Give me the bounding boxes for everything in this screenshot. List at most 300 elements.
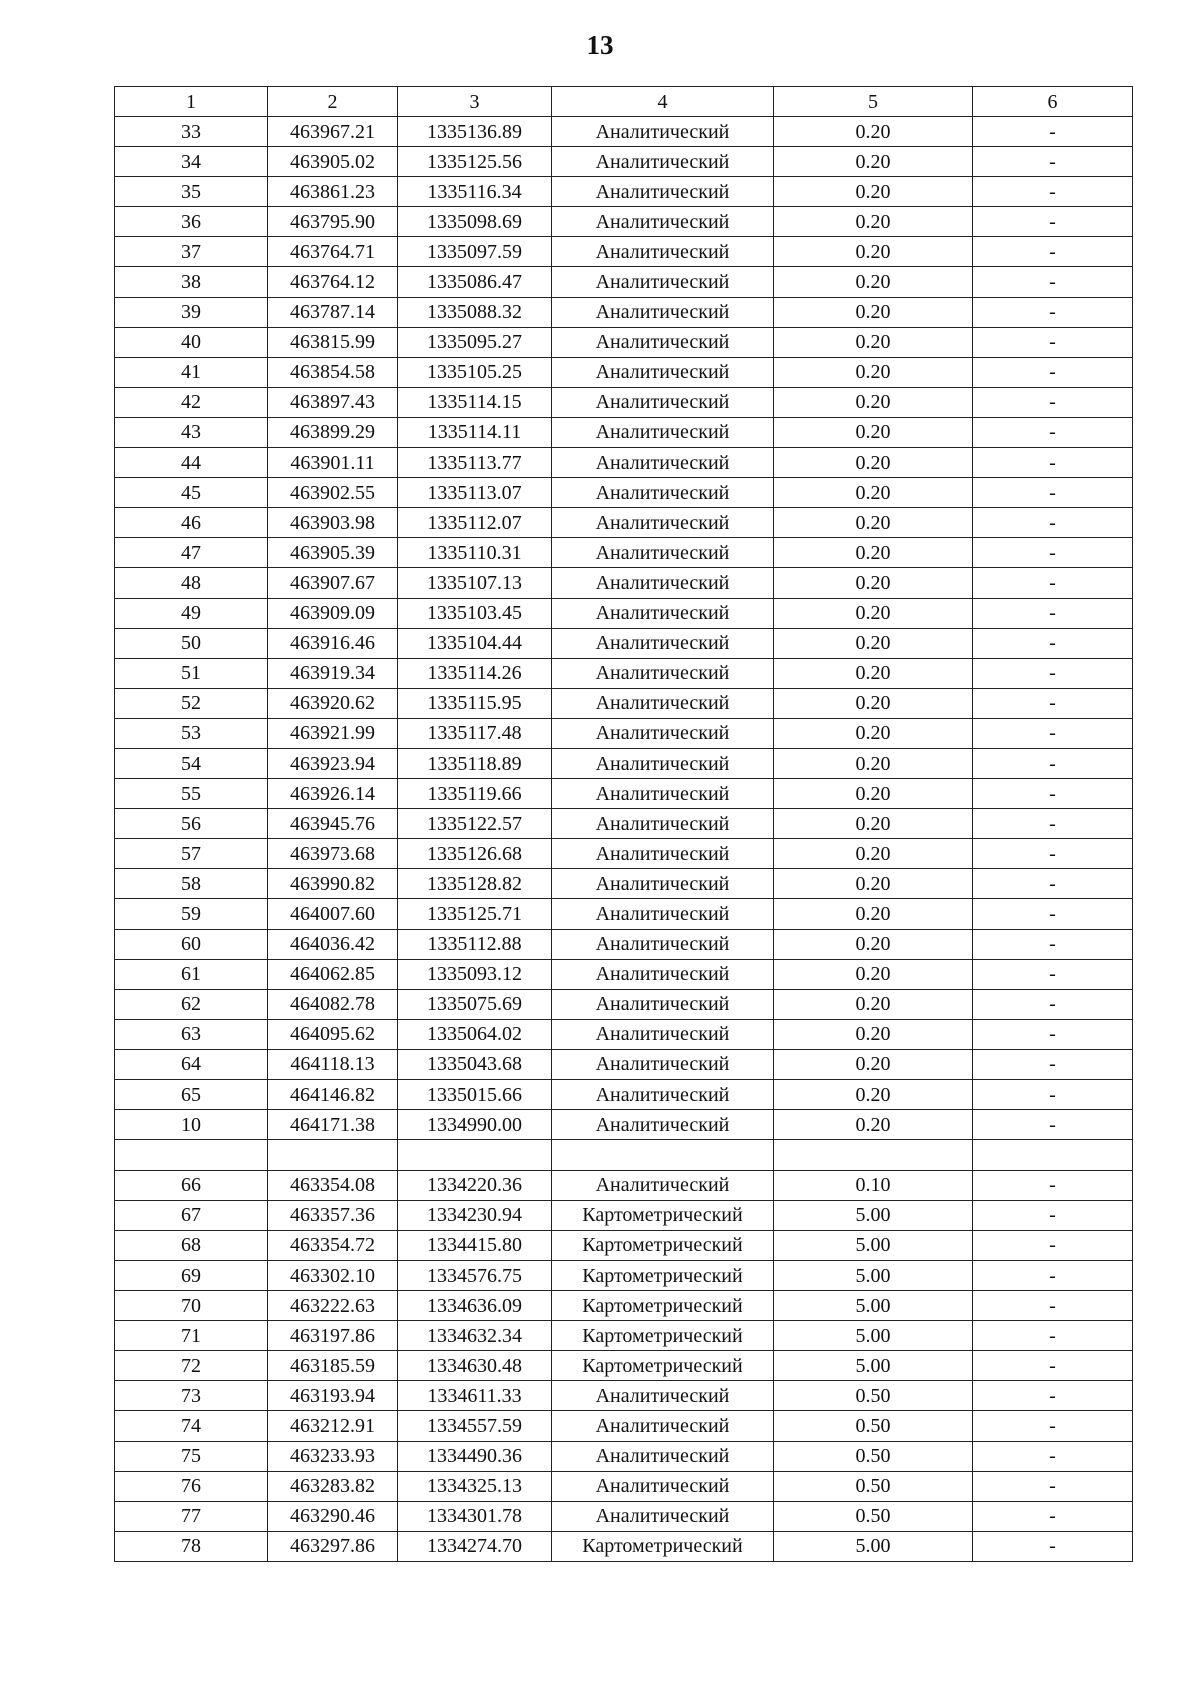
y-coordinate-cell: 1335116.34 [398,177,552,207]
accuracy-cell: 5.00 [774,1200,973,1230]
table-row [115,1291,1133,1321]
note-cell: - [973,989,1133,1019]
y-coordinate-cell [398,1140,552,1171]
x-coordinate-cell: 463907.67 [268,568,398,598]
y-coordinate-cell: 1335095.27 [398,327,552,357]
note-cell: - [973,177,1133,207]
accuracy-cell: 0.20 [774,387,973,417]
x-coordinate-cell: 463923.94 [268,748,398,778]
y-coordinate-cell: 1335088.32 [398,297,552,327]
y-coordinate-cell: 1334611.33 [398,1381,552,1411]
y-coordinate-cell: 1335112.07 [398,508,552,538]
x-coordinate-cell: 464095.62 [268,1019,398,1049]
table-row [115,748,1133,778]
note-cell: - [973,869,1133,899]
accuracy-cell: 0.20 [774,508,973,538]
x-coordinate-cell: 463764.12 [268,267,398,297]
point-number-cell: 43 [115,417,268,447]
accuracy-cell: 0.20 [774,1049,973,1079]
table-row [115,1351,1133,1381]
method-cell: Аналитический [552,688,774,718]
note-cell: - [973,1260,1133,1290]
method-cell: Картометрический [552,1260,774,1290]
method-cell: Аналитический [552,1170,774,1200]
table-row [115,508,1133,538]
method-cell: Аналитический [552,899,774,929]
accuracy-cell: 0.20 [774,809,973,839]
accuracy-cell: 0.20 [774,688,973,718]
method-cell: Аналитический [552,147,774,177]
table-row [115,1200,1133,1230]
accuracy-cell: 0.20 [774,929,973,959]
accuracy-cell: 0.20 [774,327,973,357]
note-cell: - [973,1291,1133,1321]
y-coordinate-cell: 1335015.66 [398,1080,552,1110]
note-cell: - [973,1321,1133,1351]
method-cell: Аналитический [552,718,774,748]
note-cell: - [973,117,1133,147]
accuracy-cell: 0.20 [774,568,973,598]
accuracy-cell: 0.20 [774,267,973,297]
y-coordinate-cell: 1334630.48 [398,1351,552,1381]
accuracy-cell: 0.20 [774,658,973,688]
y-coordinate-cell: 1334576.75 [398,1260,552,1290]
note-cell: - [973,1381,1133,1411]
x-coordinate-cell: 463945.76 [268,809,398,839]
y-coordinate-cell: 1334220.36 [398,1170,552,1200]
point-number-cell: 36 [115,207,268,237]
column-header: 5 [774,87,973,117]
method-cell: Картометрический [552,1351,774,1381]
column-header: 2 [268,87,398,117]
note-cell: - [973,748,1133,778]
x-coordinate-cell: 463302.10 [268,1260,398,1290]
accuracy-cell: 5.00 [774,1230,973,1260]
note-cell: - [973,688,1133,718]
x-coordinate-cell: 464036.42 [268,929,398,959]
accuracy-cell: 5.00 [774,1531,973,1561]
accuracy-cell: 0.20 [774,1080,973,1110]
y-coordinate-cell: 1335122.57 [398,809,552,839]
x-coordinate-cell: 463233.93 [268,1441,398,1471]
method-cell: Аналитический [552,869,774,899]
x-coordinate-cell: 463861.23 [268,177,398,207]
note-cell: - [973,899,1133,929]
y-coordinate-cell: 1335114.26 [398,658,552,688]
point-number-cell: 61 [115,959,268,989]
point-number-cell: 55 [115,779,268,809]
accuracy-cell: 0.10 [774,1170,973,1200]
x-coordinate-cell: 463921.99 [268,718,398,748]
table-row [115,1019,1133,1049]
note-cell: - [973,1200,1133,1230]
method-cell: Аналитический [552,508,774,538]
accuracy-cell: 0.20 [774,297,973,327]
table-row [115,869,1133,899]
accuracy-cell: 0.50 [774,1471,973,1501]
accuracy-cell: 0.20 [774,748,973,778]
table-row [115,1531,1133,1561]
accuracy-cell: 0.20 [774,598,973,628]
point-number-cell: 63 [115,1019,268,1049]
note-cell: - [973,207,1133,237]
note-cell: - [973,237,1133,267]
point-number-cell: 39 [115,297,268,327]
accuracy-cell: 0.50 [774,1411,973,1441]
table-row [115,929,1133,959]
x-coordinate-cell: 463197.86 [268,1321,398,1351]
method-cell: Аналитический [552,327,774,357]
x-coordinate-cell: 463899.29 [268,417,398,447]
point-number-cell: 57 [115,839,268,869]
method-cell: Аналитический [552,207,774,237]
accuracy-cell: 0.20 [774,237,973,267]
method-cell: Картометрический [552,1531,774,1561]
y-coordinate-cell: 1335098.69 [398,207,552,237]
point-number-cell: 53 [115,718,268,748]
y-coordinate-cell: 1335114.11 [398,417,552,447]
note-cell: - [973,1049,1133,1079]
note-cell: - [973,779,1133,809]
note-cell: - [973,297,1133,327]
method-cell: Аналитический [552,387,774,417]
point-number-cell: 68 [115,1230,268,1260]
table-row [115,1411,1133,1441]
point-number-cell: 10 [115,1110,268,1140]
table-row [115,809,1133,839]
accuracy-cell: 0.20 [774,117,973,147]
accuracy-cell: 0.20 [774,1019,973,1049]
table-row [115,117,1133,147]
x-coordinate-cell: 463909.09 [268,598,398,628]
method-cell: Аналитический [552,117,774,147]
method-cell: Аналитический [552,1471,774,1501]
x-coordinate-cell: 463926.14 [268,779,398,809]
y-coordinate-cell: 1335136.89 [398,117,552,147]
y-coordinate-cell: 1335112.88 [398,929,552,959]
accuracy-cell: 0.20 [774,448,973,478]
table-row [115,1140,1133,1171]
accuracy-cell: 0.20 [774,538,973,568]
note-cell: - [973,1501,1133,1531]
table-row [115,297,1133,327]
y-coordinate-cell: 1335125.71 [398,899,552,929]
y-coordinate-cell: 1335075.69 [398,989,552,1019]
x-coordinate-cell: 463787.14 [268,297,398,327]
note-cell: - [973,1441,1133,1471]
note-cell: - [973,568,1133,598]
note-cell: - [973,1411,1133,1441]
point-number-cell: 62 [115,989,268,1019]
method-cell: Аналитический [552,237,774,267]
accuracy-cell: 0.50 [774,1441,973,1471]
table-row [115,387,1133,417]
table-row [115,1110,1133,1140]
x-coordinate-cell: 463283.82 [268,1471,398,1501]
point-number-cell: 51 [115,658,268,688]
x-coordinate-cell: 463222.63 [268,1291,398,1321]
x-coordinate-cell: 464007.60 [268,899,398,929]
point-number-cell: 49 [115,598,268,628]
method-cell: Картометрический [552,1291,774,1321]
point-number-cell: 74 [115,1411,268,1441]
point-number-cell: 40 [115,327,268,357]
method-cell: Аналитический [552,417,774,447]
x-coordinate-cell: 463920.62 [268,688,398,718]
point-number-cell: 70 [115,1291,268,1321]
y-coordinate-cell: 1335104.44 [398,628,552,658]
accuracy-cell: 0.20 [774,1110,973,1140]
note-cell: - [973,1230,1133,1260]
method-cell: Аналитический [552,448,774,478]
point-number-cell: 66 [115,1170,268,1200]
point-number-cell: 58 [115,869,268,899]
accuracy-cell: 0.20 [774,869,973,899]
y-coordinate-cell: 1334325.13 [398,1471,552,1501]
point-number-cell: 69 [115,1260,268,1290]
method-cell: Аналитический [552,267,774,297]
x-coordinate-cell: 463297.86 [268,1531,398,1561]
table-row [115,147,1133,177]
table-row [115,1260,1133,1290]
table-row [115,568,1133,598]
accuracy-cell: 0.20 [774,357,973,387]
table-row [115,538,1133,568]
x-coordinate-cell: 464062.85 [268,959,398,989]
table-row [115,1321,1133,1351]
point-number-cell: 64 [115,1049,268,1079]
y-coordinate-cell: 1335115.95 [398,688,552,718]
table-row [115,779,1133,809]
method-cell [552,1140,774,1171]
x-coordinate-cell: 463795.90 [268,207,398,237]
point-number-cell: 48 [115,568,268,598]
method-cell: Аналитический [552,538,774,568]
y-coordinate-cell: 1334230.94 [398,1200,552,1230]
accuracy-cell [774,1140,973,1171]
x-coordinate-cell: 463973.68 [268,839,398,869]
note-cell: - [973,357,1133,387]
x-coordinate-cell: 463903.98 [268,508,398,538]
table-row [115,1471,1133,1501]
note-cell: - [973,1471,1133,1501]
y-coordinate-cell: 1335107.13 [398,568,552,598]
method-cell: Аналитический [552,989,774,1019]
method-cell: Аналитический [552,297,774,327]
note-cell: - [973,1170,1133,1200]
accuracy-cell: 0.20 [774,779,973,809]
page-number: 13 [586,30,614,60]
accuracy-cell: 0.20 [774,417,973,447]
x-coordinate-cell: 463990.82 [268,869,398,899]
y-coordinate-cell: 1334274.70 [398,1531,552,1561]
accuracy-cell: 0.20 [774,718,973,748]
y-coordinate-cell: 1335113.77 [398,448,552,478]
accuracy-cell: 5.00 [774,1260,973,1290]
method-cell: Аналитический [552,1411,774,1441]
point-number-cell: 60 [115,929,268,959]
x-coordinate-cell: 463919.34 [268,658,398,688]
note-cell: - [973,839,1133,869]
note-cell: - [973,1351,1133,1381]
x-coordinate-cell: 463905.39 [268,538,398,568]
y-coordinate-cell: 1335043.68 [398,1049,552,1079]
y-coordinate-cell: 1334636.09 [398,1291,552,1321]
point-number-cell: 41 [115,357,268,387]
x-coordinate-cell: 463902.55 [268,478,398,508]
accuracy-cell: 0.20 [774,478,973,508]
method-cell: Аналитический [552,959,774,989]
point-number-cell: 50 [115,628,268,658]
table-row [115,448,1133,478]
y-coordinate-cell: 1335114.15 [398,387,552,417]
table-row [115,688,1133,718]
y-coordinate-cell: 1334415.80 [398,1230,552,1260]
x-coordinate-cell: 463354.72 [268,1230,398,1260]
method-cell: Аналитический [552,628,774,658]
point-number-cell: 44 [115,448,268,478]
accuracy-cell: 0.50 [774,1501,973,1531]
table-row [115,357,1133,387]
x-coordinate-cell: 464171.38 [268,1110,398,1140]
accuracy-cell: 0.20 [774,839,973,869]
method-cell: Картометрический [552,1321,774,1351]
method-cell: Аналитический [552,1501,774,1531]
method-cell: Картометрический [552,1200,774,1230]
method-cell: Картометрический [552,1230,774,1260]
x-coordinate-cell: 463897.43 [268,387,398,417]
x-coordinate-cell: 463212.91 [268,1411,398,1441]
method-cell: Аналитический [552,357,774,387]
accuracy-cell: 0.20 [774,628,973,658]
x-coordinate-cell: 463185.59 [268,1351,398,1381]
x-coordinate-cell: 463901.11 [268,448,398,478]
y-coordinate-cell: 1334490.36 [398,1441,552,1471]
y-coordinate-cell: 1335118.89 [398,748,552,778]
table-row [115,899,1133,929]
point-number-cell: 35 [115,177,268,207]
table-row [115,658,1133,688]
y-coordinate-cell: 1335103.45 [398,598,552,628]
point-number-cell: 72 [115,1351,268,1381]
accuracy-cell: 0.20 [774,177,973,207]
x-coordinate-cell: 464146.82 [268,1080,398,1110]
note-cell: - [973,448,1133,478]
note-cell: - [973,267,1133,297]
method-cell: Аналитический [552,779,774,809]
note-cell: - [973,1531,1133,1561]
column-header: 6 [973,87,1133,117]
x-coordinate-cell: 463357.36 [268,1200,398,1230]
note-cell: - [973,1080,1133,1110]
point-number-cell: 46 [115,508,268,538]
x-coordinate-cell: 463193.94 [268,1381,398,1411]
method-cell: Аналитический [552,1110,774,1140]
table-row [115,267,1133,297]
point-number-cell [115,1140,268,1171]
accuracy-cell: 0.20 [774,899,973,929]
note-cell: - [973,718,1133,748]
x-coordinate-cell: 463967.21 [268,117,398,147]
point-number-cell: 54 [115,748,268,778]
table-row [115,1501,1133,1531]
table-row [115,839,1133,869]
y-coordinate-cell: 1334990.00 [398,1110,552,1140]
point-number-cell: 67 [115,1200,268,1230]
table-row [115,598,1133,628]
y-coordinate-cell: 1335110.31 [398,538,552,568]
y-coordinate-cell: 1335117.48 [398,718,552,748]
point-number-cell: 37 [115,237,268,267]
method-cell: Аналитический [552,1049,774,1079]
note-cell: - [973,508,1133,538]
table-row [115,207,1133,237]
accuracy-cell: 0.20 [774,989,973,1019]
accuracy-cell: 0.20 [774,207,973,237]
coordinates-table [114,86,1133,1562]
table-row [115,959,1133,989]
note-cell: - [973,478,1133,508]
table-row [115,1170,1133,1200]
method-cell: Аналитический [552,177,774,207]
method-cell: Аналитический [552,1080,774,1110]
y-coordinate-cell: 1335064.02 [398,1019,552,1049]
table-row [115,417,1133,447]
note-cell: - [973,387,1133,417]
accuracy-cell: 0.20 [774,959,973,989]
point-number-cell: 59 [115,899,268,929]
column-header: 1 [115,87,268,117]
point-number-cell: 65 [115,1080,268,1110]
method-cell: Аналитический [552,929,774,959]
note-cell: - [973,147,1133,177]
method-cell: Аналитический [552,1019,774,1049]
point-number-cell: 56 [115,809,268,839]
y-coordinate-cell: 1335097.59 [398,237,552,267]
note-cell [973,1140,1133,1171]
note-cell: - [973,959,1133,989]
table-row [115,177,1133,207]
method-cell: Аналитический [552,568,774,598]
y-coordinate-cell: 1335119.66 [398,779,552,809]
table-row [115,628,1133,658]
table-body [115,87,1133,1562]
x-coordinate-cell: 463916.46 [268,628,398,658]
table-row [115,327,1133,357]
accuracy-cell: 5.00 [774,1291,973,1321]
note-cell: - [973,327,1133,357]
point-number-cell: 34 [115,147,268,177]
x-coordinate-cell: 463905.02 [268,147,398,177]
table-header-row [115,87,1133,117]
x-coordinate-cell: 463290.46 [268,1501,398,1531]
column-header: 3 [398,87,552,117]
table-row [115,1080,1133,1110]
x-coordinate-cell: 464118.13 [268,1049,398,1079]
note-cell: - [973,929,1133,959]
note-cell: - [973,417,1133,447]
point-number-cell: 75 [115,1441,268,1471]
point-number-cell: 76 [115,1471,268,1501]
method-cell: Аналитический [552,748,774,778]
y-coordinate-cell: 1335093.12 [398,959,552,989]
point-number-cell: 47 [115,538,268,568]
x-coordinate-cell: 464082.78 [268,989,398,1019]
table-row [115,718,1133,748]
note-cell: - [973,658,1133,688]
method-cell: Аналитический [552,809,774,839]
note-cell: - [973,1110,1133,1140]
